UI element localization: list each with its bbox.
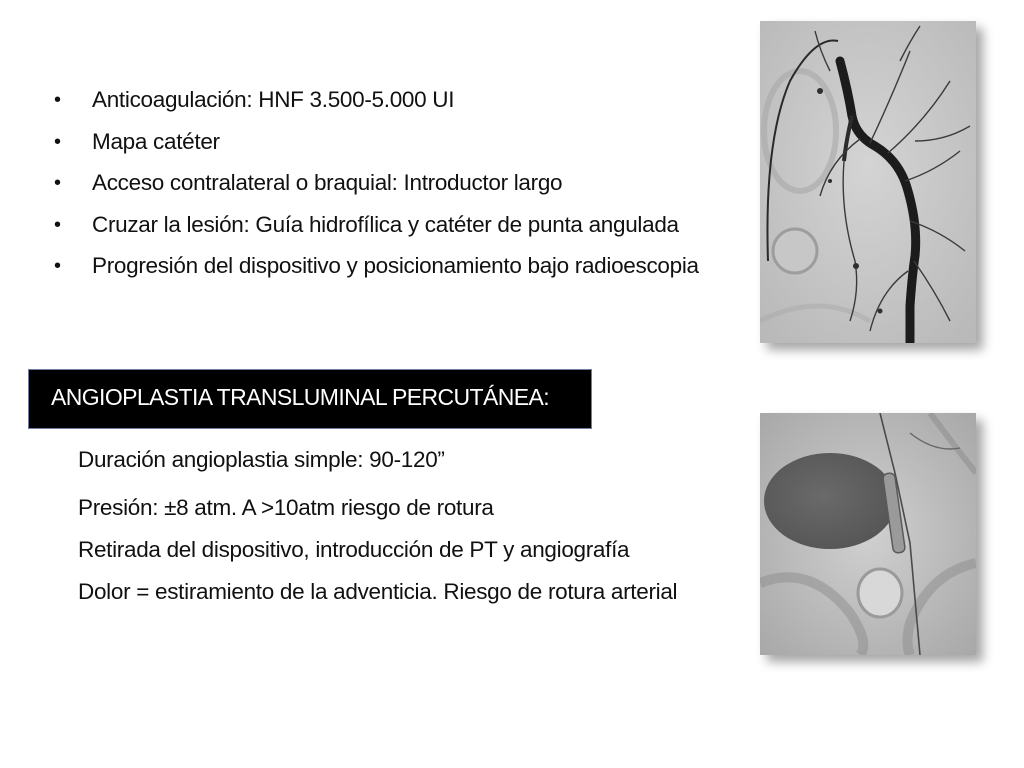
fluoroscopy-image (760, 413, 976, 655)
bullet-item (52, 165, 699, 207)
bullet-text: Acceso contralateral o braquial: Introductor largo (92, 170, 563, 195)
bullet-dot: • (54, 213, 61, 236)
details-list (78, 442, 677, 616)
angiogram-image (760, 21, 976, 343)
bullet-dot: • (54, 89, 61, 111)
bullet-text: Anticoagulación: HNF 3.500-5.000 UI (92, 87, 455, 112)
bullet-text: Cruzar la lesión: Guía hidrofílica y catéter de punta angulada (92, 211, 679, 237)
bullet-item (52, 207, 699, 249)
detail-line: Duración angioplastia simple: 90-120” (78, 447, 445, 472)
detail-line: Presión: ±8 atm. A >10atm riesgo de rotura (78, 495, 494, 520)
detail-line: Dolor = estiramiento de la adventicia. Riesgo de rotura arterial (78, 579, 678, 604)
bullet-text: Mapa catéter (92, 128, 220, 154)
section-header-box (28, 369, 592, 429)
bullet-dot: • (54, 172, 61, 194)
bullet-item (52, 124, 699, 166)
detail-line: Retirada del dispositivo, introducción de PT y angiografía (78, 537, 630, 562)
bullet-item (52, 248, 699, 290)
bullet-text: Progresión del dispositivo y posicionamiento bajo radioescopia (92, 253, 699, 278)
section-header: ANGIOPLASTIA TRANSLUMINAL PERCUTÁNEA: (51, 384, 549, 410)
bullet-dot: • (54, 255, 61, 277)
bullet-list (52, 82, 699, 290)
bullet-item (52, 82, 699, 124)
bullet-dot: • (54, 130, 61, 153)
